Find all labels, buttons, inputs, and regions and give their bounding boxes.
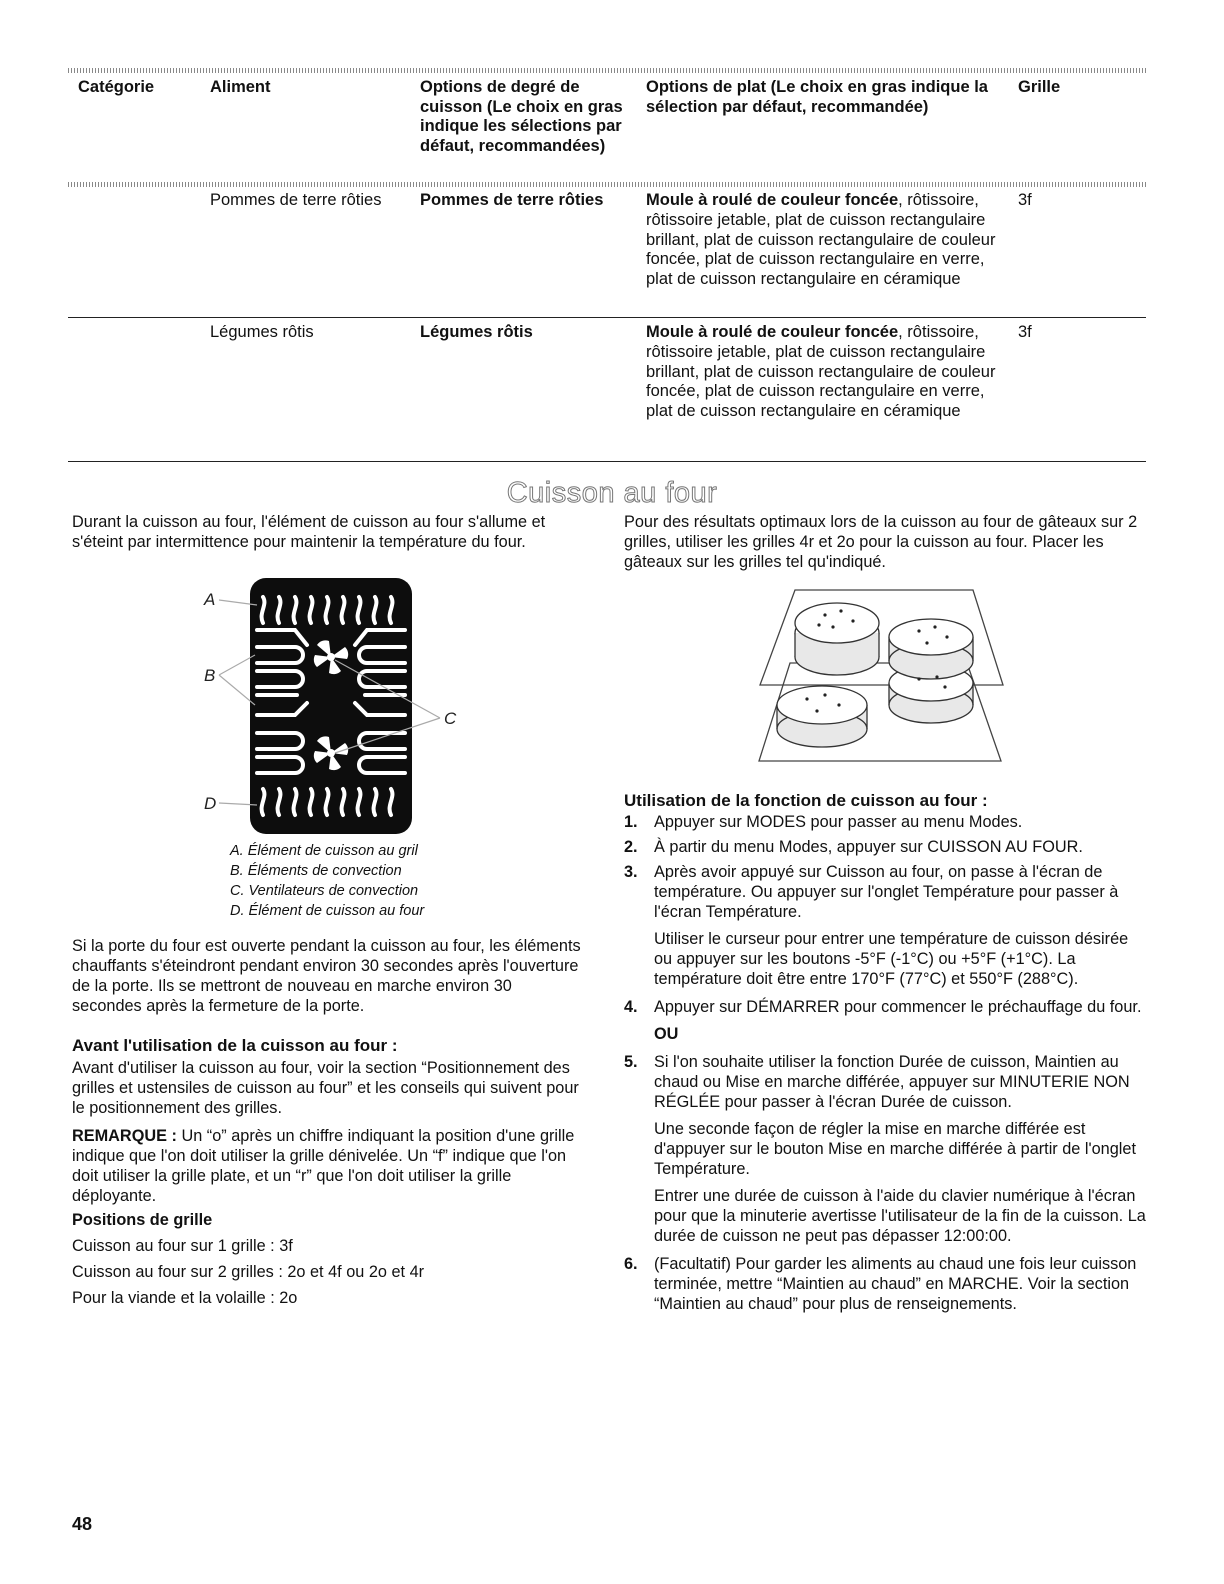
table-row-1-food: Pommes de terre rôties xyxy=(210,191,382,209)
left-intro: Durant la cuisson au four, l'élément de cuisson au four s'allume et s'éteint par intermittence pour maintenir la température du four. xyxy=(72,513,546,551)
caption-c: C. Ventilateurs de convection xyxy=(230,883,419,899)
table-row-2-pan-rest: , rôtissoire, rôtissoire jetable, plat de cuisson rectangulaire brillant, plat de cuisson rectangulaire de couleur foncée, plat de cuisson rectangulaire en verre, plat de cuisson rectangulaire en céramique xyxy=(646,323,996,421)
table-row-1-pan-rest: , rôtissoire, rôtissoire jetable, plat de cuisson rectangulaire brillant, plat de cuisson rectangulaire de couleur foncée, plat de cuisson rectangulaire en verre, plat de cuisson rectangulaire en céramique xyxy=(646,191,996,289)
table-row-2-doneness: Légumes rôtis xyxy=(420,323,533,341)
step-5-extra: Une seconde façon de régler la mise en marche différée est d'appuyer sur le bouton Mise en marche différée à partir de l'onglet Température. xyxy=(654,1120,1136,1178)
step-4 xyxy=(624,997,1146,1044)
position-line-2: Cuisson au four sur 2 grilles : 2o et 4f ou 2o et 4r xyxy=(72,1263,425,1281)
table-row-1-rack: 3f xyxy=(1018,191,1032,209)
step-4-number: 4. xyxy=(624,998,638,1016)
diagram-label-d: D xyxy=(204,794,217,813)
step-3 xyxy=(624,862,1146,989)
diagram-label-b: B xyxy=(204,666,216,685)
oven-elements-diagram xyxy=(195,575,470,837)
step-5 xyxy=(624,1052,1146,1246)
section-top-rule xyxy=(68,461,1146,462)
caption-b: B. Éléments de convection xyxy=(230,863,402,879)
step-2-number: 2. xyxy=(624,838,638,856)
step-3-extra: Utiliser le curseur pour entrer une température de cuisson désirée ou appuyer sur les boutons -5°F (-1°C) ou +5°F (+1°C). La température doit être entre 170°F (77°C) et 550°F (288°C). xyxy=(654,930,1129,988)
header-category: Catégorie xyxy=(78,78,155,96)
step-1-text: Appuyer sur MODES pour passer au menu Modes. xyxy=(654,813,1023,831)
diagram-label-c: C xyxy=(444,709,457,728)
caption-d: D. Élément de cuisson au four xyxy=(230,903,425,919)
table-row-1-doneness: Pommes de terre rôties xyxy=(420,191,604,209)
usage-steps xyxy=(624,812,1146,1322)
remarque-paragraph xyxy=(72,1126,592,1206)
step-4-text: Appuyer sur DÉMARRER pour commencer le préchauffage du four. xyxy=(654,998,1142,1016)
table-row-2-pan-default: Moule à roulé de couleur foncée xyxy=(646,323,899,341)
right-intro: Pour des résultats optimaux lors de la cuisson au four de gâteaux sur 2 grilles, utiliser les grilles 4r et 2o pour la cuisson au four. Placer les gâteaux sur les grilles tel qu'indiqué. xyxy=(624,513,1138,571)
remarque-text: Un “o” après un chiffre indiquant la position d'une grille indique que l'on doit utiliser la grille dénivelée. Un “f” indique que l'on doit utiliser la grille plate, et un “r” que l'on doit utiliser la grille déployante. xyxy=(72,1127,575,1205)
step-2-text: À partir du menu Modes, appuyer sur CUISSON AU FOUR. xyxy=(654,838,1083,856)
page-number: 48 xyxy=(72,1514,93,1534)
position-line-3: Pour la viande et la volaille : 2o xyxy=(72,1289,298,1307)
diagram-captions xyxy=(230,841,424,921)
remarque-label: REMARQUE : xyxy=(72,1127,177,1145)
cake-racks-diagram xyxy=(755,585,1005,765)
header-food: Aliment xyxy=(210,78,271,96)
diagram-label-a: A xyxy=(204,590,216,609)
section-title: Cuisson au four xyxy=(506,477,718,509)
step-4-or: OU xyxy=(654,1025,679,1043)
positions-heading: Positions de grille xyxy=(72,1211,213,1229)
table-row-divider xyxy=(68,317,1146,318)
table-row-2-food: Légumes rôtis xyxy=(210,323,314,341)
caption-a: A. Élément de cuisson au gril xyxy=(230,843,418,859)
table-row-1-pan-default: Moule à roulé de couleur foncée xyxy=(646,191,899,209)
step-5-number: 5. xyxy=(624,1053,638,1071)
step-2 xyxy=(624,837,1146,857)
door-paragraph: Si la porte du four est ouverte pendant la cuisson au four, les éléments chauffants s'éteindront pendant environ 30 secondes après l'ouverture de la porte. Ils se mettront de nouveau en marche environ 30 secondes après la fermeture de la porte. xyxy=(72,937,581,1015)
step-3-number: 3. xyxy=(624,863,638,881)
table-row-2-rack: 3f xyxy=(1018,323,1032,341)
usage-heading: Utilisation de la fonction de cuisson au four : xyxy=(624,791,988,810)
step-5-extra-2: Entrer une durée de cuisson à l'aide du clavier numérique à l'écran pour que la minuterie avertisse l'utilisateur de la fin de la cuisson. La durée de cuisson ne peut pas dépasser 12:00:00. xyxy=(654,1187,1146,1245)
step-6-text: (Facultatif) Pour garder les aliments au chaud une fois leur cuisson terminée, mettre “Maintien au chaud” en MARCHE. Voir la section “Maintien au chaud” pour plus de renseignements. xyxy=(654,1255,1137,1313)
before-use-heading: Avant l'utilisation de la cuisson au four : xyxy=(72,1036,398,1055)
step-5-text: Si l'on souhaite utiliser la fonction Durée de cuisson, Maintien au chaud ou Mise en marche différée, appuyer sur MINUTERIE NON RÉGLÉE pour passer à l'écran Durée de cuisson. xyxy=(654,1053,1130,1111)
position-line-1: Cuisson au four sur 1 grille : 3f xyxy=(72,1237,293,1255)
step-6-number: 6. xyxy=(624,1255,638,1273)
table-top-rule xyxy=(68,68,1146,73)
table-header-rule xyxy=(68,182,1146,187)
step-3-text: Après avoir appuyé sur Cuisson au four, on passe à l'écran de température. Ou appuyer sur l'onglet Température pour passer à l'écran Température. xyxy=(654,863,1119,921)
header-doneness: Options de degré de cuisson (Le choix en gras indique les sélections par défaut, recommandées) xyxy=(420,78,623,155)
header-pan: Options de plat (Le choix en gras indique la sélection par défaut, recommandée) xyxy=(646,78,988,116)
header-rack: Grille xyxy=(1018,78,1061,96)
before-use-paragraph: Avant d'utiliser la cuisson au four, voir la section “Positionnement des grilles et ustensiles de cuisson au four” et les conseils qui suivent pour le positionnement des grilles. xyxy=(72,1059,579,1117)
step-6 xyxy=(624,1254,1146,1314)
step-1 xyxy=(624,812,1146,832)
table-row-2-pan xyxy=(646,323,996,422)
table-row-1-pan xyxy=(646,191,996,290)
step-1-number: 1. xyxy=(624,813,638,831)
